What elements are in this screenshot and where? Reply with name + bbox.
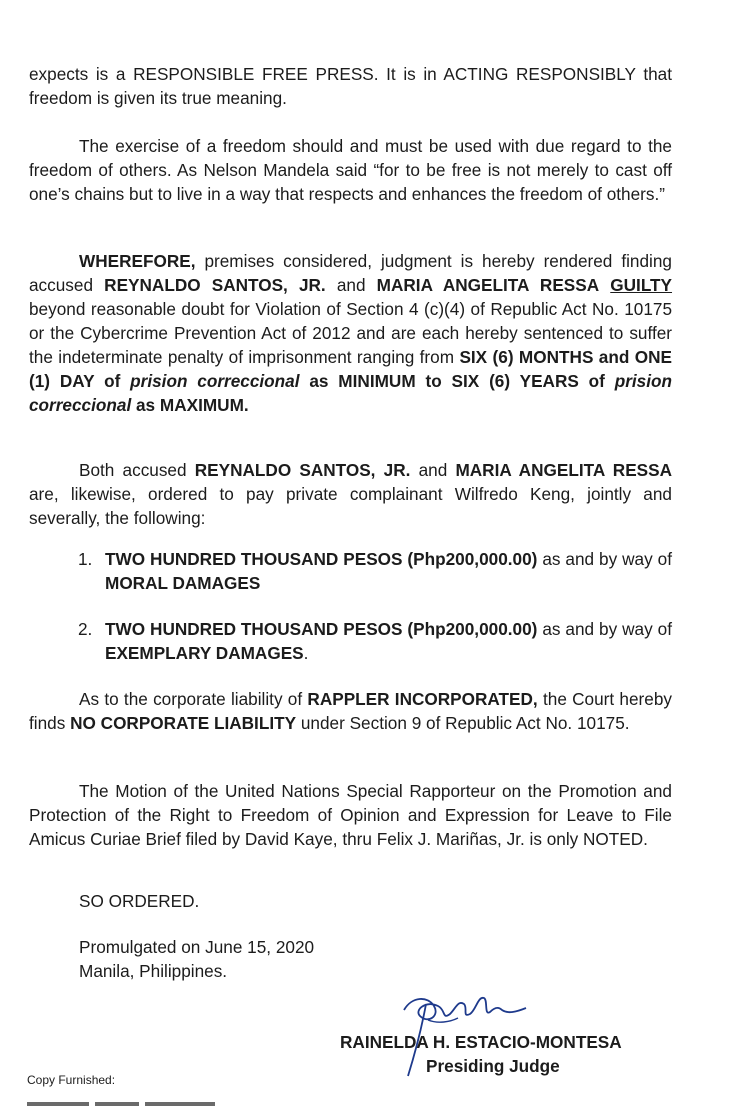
list-item-moral-damages: 1. TWO HUNDRED THOUSAND PESOS (Php200,000.00) as and by way of MORAL DAMAGES (78, 549, 672, 593)
wherefore-label: WHEREFORE, (79, 251, 196, 271)
cropped-text-edge (27, 1100, 227, 1106)
damages-kind: MORAL DAMAGES (105, 573, 261, 593)
as-maximum: as MAXIMUM. (136, 395, 249, 415)
no-corporate-liability: NO CORPORATE LIABILITY (70, 713, 297, 733)
accused-santos: REYNALDO SANTOS, JR. (194, 460, 411, 480)
minimum-term: SIX (6) MONTHS and ONE (1) DAY of (29, 347, 673, 391)
accused-ressa: MARIA ANGELITA RESSA (376, 275, 600, 295)
damages-kind: EXEMPLARY DAMAGES (105, 643, 304, 663)
prision-correccional-1: prision correccional (130, 371, 300, 391)
promulgation-date: Promulgated on June 15, 2020 (79, 937, 315, 957)
paragraph-responsible-press: expects is a RESPONSIBLE FREE PRESS. It is in ACTING RESPONSIBLY that freedom is given its true meaning. (29, 64, 672, 108)
so-ordered: SO ORDERED. (79, 891, 200, 911)
signature-block (340, 1030, 680, 1078)
paragraph-damages-order: Both accused REYNALDO SANTOS, JR. and MARIA ANGELITA RESSA are, likewise, ordered to pay private complainant Wilfredo Keng, jointly and severally, the following: (29, 460, 672, 528)
signatory-title: Presiding Judge (426, 1056, 560, 1076)
prision-correccional-2: prision correccional (29, 371, 673, 415)
copy-furnished-label: Copy Furnished: (27, 1073, 116, 1087)
list-number: 1. (78, 549, 93, 569)
accused-ressa: MARIA ANGELITA RESSA (455, 460, 672, 480)
damages-amount: TWO HUNDRED THOUSAND PESOS (Php200,000.00) (105, 619, 538, 639)
accused-santos: REYNALDO SANTOS, JR. (104, 275, 326, 295)
damages-amount: TWO HUNDRED THOUSAND PESOS (Php200,000.00) (105, 549, 538, 569)
promulgation-place: Manila, Philippines. (79, 961, 228, 981)
verdict-guilty: GUILTY (610, 275, 673, 295)
paragraph-freedom-of-others: The exercise of a freedom should and must be used with due regard to the freedom of others. As Nelson Mandela said “for to be free is not merely to cast off one’s chains but to live in a way that respects and enhances the freedom of others.” (29, 136, 672, 204)
list-item-exemplary-damages: 2. TWO HUNDRED THOUSAND PESOS (Php200,000.00) as and by way of EXEMPLARY DAMAGES. (78, 619, 672, 663)
paragraph-wherefore: WHEREFORE, premises considered, judgment is hereby rendered finding accused REYNALDO SANTOS, JR. and MARIA ANGELITA RESSA GUILTY beyond reasonable doubt for Violation of Section 4 (c)(4) of Republic Act No. 10175 or the Cybercrime Prevention Act of 2012 and are each hereby sentenced to suffer the indeterminate penalty of imprisonment ranging from SIX (6) MONTHS and ONE (1) DAY of prision correccional as MINIMUM to SIX (6) YEARS of prision correccional as MAXIMUM. (29, 251, 673, 415)
paragraph-amicus-motion: The Motion of the United Nations Special Rapporteur on the Promotion and Protection of the Right to Freedom of Opinion and Expression for Leave to File Amicus Curiae Brief filed by David Kaye, thru Felix J. Mariñas, Jr. is only NOTED. (29, 781, 672, 849)
maximum-term: as MINIMUM to SIX (6) YEARS of (309, 371, 605, 391)
company-name: RAPPLER INCORPORATED, (307, 689, 538, 709)
signatory-name: RAINELDA H. ESTACIO-MONTESA (340, 1032, 622, 1052)
paragraph-corporate-liability: As to the corporate liability of RAPPLER INCORPORATED, the Court hereby finds NO CORPORATE LIABILITY under Section 9 of Republic Act No. 10175. (29, 689, 672, 733)
list-number: 2. (78, 619, 93, 639)
